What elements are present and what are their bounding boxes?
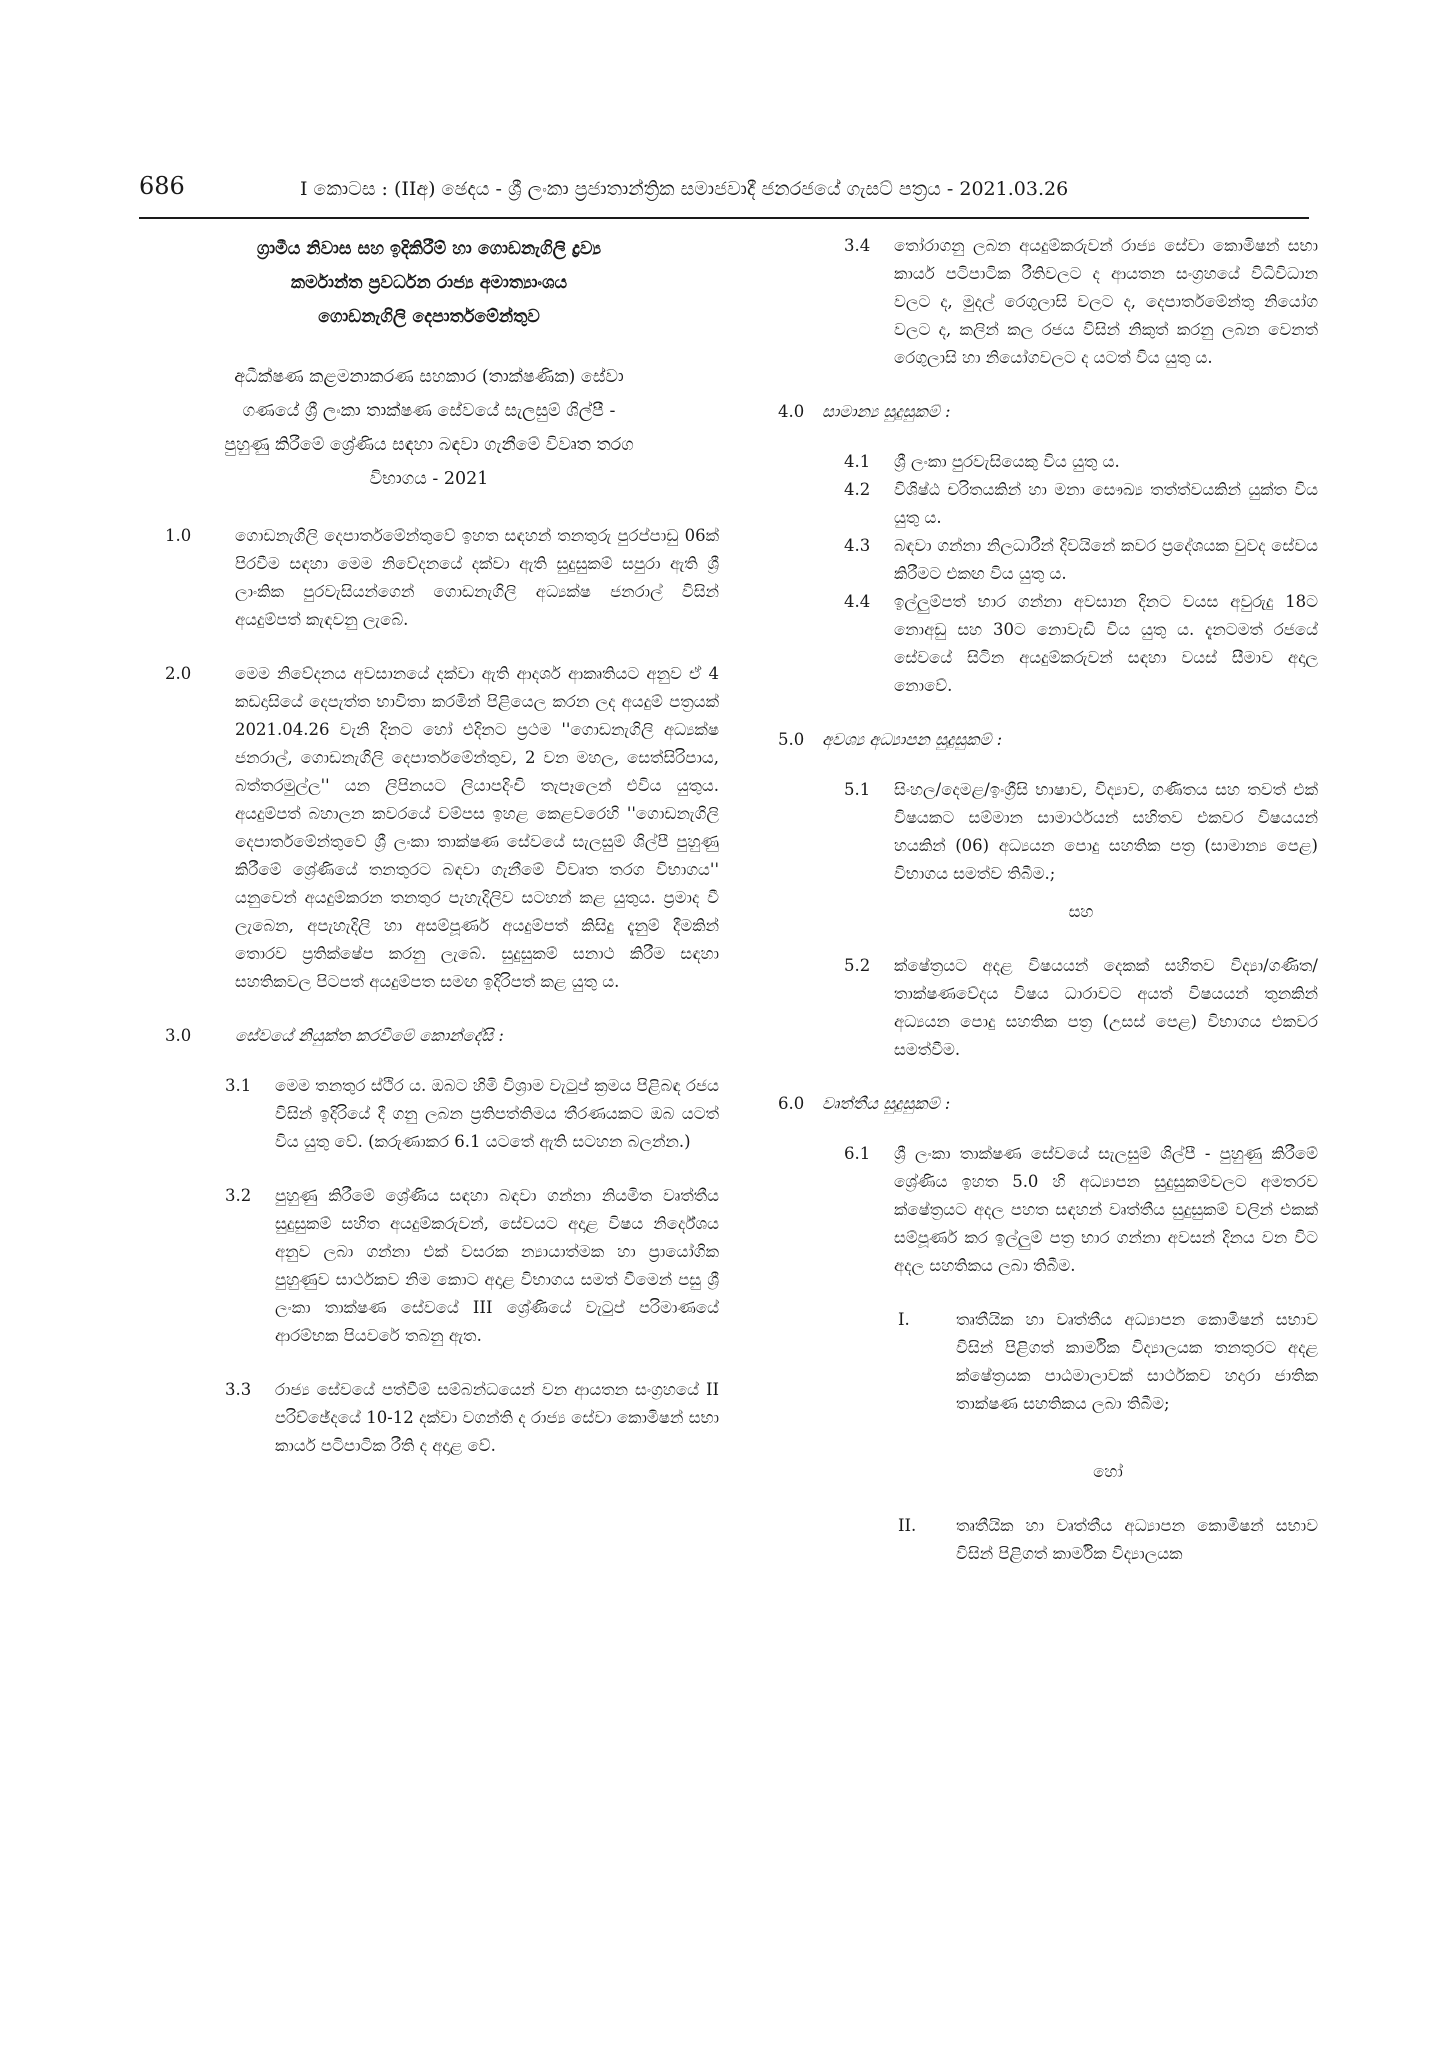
subsection-text: රාජ්‍ය සේවයේ පත්වීම් සම්බන්ධයෙන් වන ආයතන සංග්‍රහයේ II පරිච්ඡේදයේ 10-12 දක්වා වගන්ති ද රාජ්‍ය සේවා කොමිෂන් සභා කාර්ය පටිපාටික රීති ද අදාළ වේ. <box>275 1380 719 1455</box>
roman-text: තෘතීයික හා වෘත්තීය අධ්‍යාපන කොමිෂන් සභාව විසින් පිළිගත් කාර්මික විද්‍යාලයක <box>956 1516 1318 1563</box>
roman-item-1 <box>898 1306 1318 1418</box>
subsection-number: 4.2 <box>844 480 871 499</box>
right-column <box>778 232 1318 1594</box>
ministry-line-2: කර්මාන්ත ප්‍රවර්ධන රාජ්‍ය අමාත්‍යාංශය <box>290 273 568 293</box>
section-5-2 <box>844 952 1318 1064</box>
subsection-number: 3.4 <box>844 236 871 255</box>
exam-title-line-3: පුහුණු කිරීමේ ශ්‍රේණිය සඳහා බඳවා ගැනීමේ විවෘත තරග <box>224 435 634 455</box>
connector-and: සහ <box>1068 902 1094 921</box>
subsection-number: 4.4 <box>844 592 871 611</box>
section-heading: වෘත්තීය සුදුසුකම් : <box>822 1094 951 1113</box>
left-column <box>139 232 719 1486</box>
subsection-number: 3.2 <box>225 1186 252 1205</box>
section-heading: සාමාන්‍ය සුදුසුකම් : <box>822 402 951 421</box>
section-heading: අවශ්‍ය අධ්‍යාපන සුදුසුකම් : <box>822 730 1003 749</box>
subsection-number: 4.1 <box>844 452 871 471</box>
section-3-3 <box>225 1376 719 1460</box>
section-3-1 <box>225 1072 719 1156</box>
section-3-heading <box>139 1022 719 1050</box>
subsection-text: ශ්‍රී ලංකා පුරවැසියෙකු විය යුතු ය. <box>894 452 1120 471</box>
subsection-text: ක්ෂේත්‍රයට අදළ විෂයයන් දෙකක් සහිතව විද්‍යා/ගණිත/තාක්ෂණවේදය විෂය ධාරාවට අයත් විෂයයන් තුනකින් අධ්‍යයන පොදු සහතික පත්‍ර (උසස් පෙළ) විභාගය එකවර සමත්වීම. <box>894 956 1318 1059</box>
subsection-text: ඉල්ලුම්පත් භාර ගන්නා අවසාන දිනට වයස අවුරුදු 18ට නොඅඩු සහ 30ට නොවැඩි විය යුතු ය. දැනටමත් රජයේ සේවයේ සිටින අයදුම්කරුවන් සඳහා වයස් සීමාව අදාල නොවේ. <box>894 592 1318 695</box>
subsection-text: තෝරාගනු ලබන අයදුම්කරුවන් රාජ්‍ය සේවා කොමිෂන් සභා කාර්ය පටිපාටික රීතිවලට ද ආයතන සංග්‍රහයේ විධිවිධාන වලට ද, මුදල් රෙගුලාසි වලට ද, දෙපාර්තමේන්තු නියෝග වලට ද, කලින් කල රජය විසින් නිකුත් කරනු ලබන වෙනත් රෙගුලාසි හා නියෝගවලට ද යටත් විය යුතු ය. <box>894 236 1318 367</box>
section-number: 4.0 <box>778 402 805 421</box>
subsection-text: සිංහල/දෙමළ/ඉංග්‍රීසි භාෂාව, විද්‍යාව, ගණිතය සහ තවත් එක් විෂයකට සම්මාන සාමාර්ථයන් සහිතව එකවර විෂයයන් හයකින් (06) අධ්‍යයන පොදු සහතික පත්‍ර (සාමාන්‍ය පෙළ) විභාගය සමත්ව තිබීම.; <box>894 780 1318 883</box>
section-number: 5.0 <box>778 730 805 749</box>
section-text: මෙම නිවේදනය අවසානයේ දක්වා ඇති ආදර්ශ ආකෘතියට අනුව ඒ 4 කඩදාසියේ දෙපැත්ත භාවිතා කරමින් පිළියෙල කරන ලද අයදුම් පත්‍රයක් 2021.04.26 වැනි දිනට හෝ එදිනට ප්‍රථම ''ගොඩනැගිලි අධ්‍යක්ෂ ජනරාල්, ගොඩනැගිලි දෙපාර්තමේන්තුව, 2 වන මහල, සෙත්සිරිපාය, බත්තරමුල්ල'' යන ලිපිනයට ලියාපදිංචි තැපෑලෙන් එවිය යුතුය. අයදුම්පත් බහාලන කවරයේ වම්පස ඉහළ කෙළවරෙහි ''ගොඩනැගිලි දෙපාර්තමේන්තුවේ ශ්‍රී ලංකා තාක්ෂණ සේවයේ සැලසුම් ශිල්පී පුහුණු කිරීමේ ශ්‍රේණියේ තනතුරට බඳවා ගැනීමේ විවෘත තරග විභාගය'' යනුවෙන් අයදුම්කරන තනතුර පැහැදිලිව සටහන් කළ යුතුය. ප්‍රමාද වී ලැබෙන, අපැහැදිලි හා අසම්පූර්ණ අයදුම්පත් කිසිදු දැනුම් දීමකින් තොරව ප්‍රතික්ෂේප කරනු ලැබේ. සුදුසුකම් සනාථ කිරීම සඳහා සහතිකවල පිටපත් අයදුම්පත සමඟ ඉදිරිපත් කළ යුතු ය. <box>235 664 719 991</box>
exam-title-line-1: අධීක්ෂණ කළමනාකරණ සහකාර (තාක්ෂණික) සේවා <box>234 367 624 387</box>
department-name: ගොඩනැගිලි දෙපාර්තමේන්තුව <box>318 307 540 327</box>
section-6-heading <box>778 1090 1318 1118</box>
page-number: 686 <box>139 172 185 200</box>
section-5-1 <box>844 776 1318 888</box>
section-2 <box>139 660 719 996</box>
section-number: 3.0 <box>165 1026 192 1045</box>
roman-item-2 <box>898 1512 1318 1568</box>
subsection-number: 5.1 <box>844 780 871 799</box>
section-4-heading <box>778 398 1318 426</box>
roman-text: තෘතීයික හා වෘත්තීය අධ්‍යාපන කොමිෂන් සභාව විසින් පිළිගත් කාර්මික විද්‍යාලයක තනතුරට අදළ ක්ෂේත්‍රයක පාඨමාලාවක් සාර්ථකව හදාරා ජාතික තාක්ෂණ සහතිකය ලබා තිබීම; <box>956 1310 1318 1413</box>
section-6-1 <box>844 1140 1318 1280</box>
section-4-1 <box>844 448 1318 476</box>
subsection-text: පුහුණු කිරීමේ ශ්‍රේණිය සඳහා බඳවා ගන්නා නියමිත වෘත්තීය සුදුසුකම් සහිත අයදුම්කරුවන්, සේවයට අදාළ විෂය නිර්දේශය අනුව ලබා ගන්නා එක් වසරක න්‍යායාත්මක හා ප්‍රායෝගික පුහුණුව සාර්ථකව නිම කොට අදාළ විභාගය සමත් වීමෙන් පසු ශ්‍රී ලංකා තාක්ෂණ සේවයේ III ශ්‍රේණියේ වැටුප් පරිමාණයේ ආරම්භක පියවරේ තබනු ඇත. <box>275 1186 719 1345</box>
exam-title <box>139 360 719 496</box>
subsection-number: 5.2 <box>844 956 871 975</box>
connector-or: හෝ <box>1093 1462 1123 1481</box>
section-4-2 <box>844 476 1318 532</box>
exam-title-line-2: ගණයේ ශ්‍රී ලංකා තාක්ෂණ සේවයේ සැලසුම් ශිල්පී - <box>242 401 616 421</box>
section-5-heading <box>778 726 1318 754</box>
section-3-4 <box>844 232 1318 372</box>
roman-number: I. <box>898 1310 910 1329</box>
subsection-text: මෙම තනතුර ස්ථිර ය. ඔබට හිමි විශ්‍රාම වැටුප් ක්‍රමය පිළිබඳ රජය විසින් ඉදිරියේ දී ගනු ලබන ප්‍රතිපත්තිමය තීරණයකට ඔබ යටත් විය යුතු වේ. (කරුණාකර 6.1 යටතේ ඇති සටහන බලන්න.) <box>275 1076 719 1151</box>
subsection-number: 4.3 <box>844 536 871 555</box>
section-heading: සේවයේ නියුක්ත කරවීමේ කොන්දේසි : <box>235 1026 504 1045</box>
running-header: I කොටස : (IIඅ) ඡෙදය - ශ්‍රී ලංකා ප්‍රජාතාන්ත්‍රික සමාජවාදී ජනරජයේ ගැසට් පත්‍රය - 2021.03.26 <box>300 178 1069 200</box>
section-1 <box>139 522 719 634</box>
section-4-3 <box>844 532 1318 588</box>
subsection-text: ශ්‍රී ලංකා තාක්ෂණ සේවයේ සැලසුම් ශිල්පී - පුහුණු කිරීමේ ශ්‍රේණිය ඉහත 5.0 හි අධ්‍යාපන සුදුසුකම්වලට අමතරව ක්ෂේත්‍රයට අදල පහත සඳහන් වෘත්තීය සුදුසුකම් වලින් එකක් සම්පූර්ණ කර ඉල්ලුම් පත්‍ර භාර ගන්නා අවසන් දිනය වන විට අදල සහතිකය ලබා තිබීම. <box>894 1144 1318 1275</box>
subsection-text: බඳවා ගන්නා නිලධාරීන් දිවයිනේ කවර ප්‍රදේශයක වුවද සේවය කිරීමට එකඟ විය යුතු ය. <box>894 536 1318 583</box>
exam-title-line-4: විභාගය - 2021 <box>369 469 489 489</box>
subsection-text: විශිෂ්ඨ චරිතයකින් හා මනා සෞඛ්‍ය තත්ත්වයකින් යුක්ත විය යුතු ය. <box>894 480 1318 527</box>
section-number: 2.0 <box>165 664 192 683</box>
ministry-line-1: ග්‍රාමීය නිවාස සහ ඉදිකිරීම් හා ගොඩනැගිලි ද්‍රව්‍ය <box>256 239 602 259</box>
subsection-number: 3.1 <box>225 1076 252 1095</box>
section-number: 6.0 <box>778 1094 805 1113</box>
subsection-number: 6.1 <box>844 1144 871 1163</box>
section-number: 1.0 <box>165 526 192 545</box>
section-text: ගොඩනැගිලි දෙපාර්තමේන්තුවේ ඉහත සඳහන් තනතුරු පුරප්පාඩු 06ක් පිරවීම සඳහා මෙම නිවේදනයේ දක්වා ඇති සුදුසුකම් සපුරා ඇති ශ්‍රී ලාංකික පුරවැසියන්ගෙන් ගොඩනැගිලි අධ්‍යක්ෂ ජනරාල් විසින් අයදුම්පත් කැඳවනු ලැබේ. <box>235 526 719 629</box>
section-3-2 <box>225 1182 719 1350</box>
header-rule <box>139 217 1309 219</box>
subsection-number: 3.3 <box>225 1380 252 1399</box>
section-4-4 <box>844 588 1318 700</box>
roman-number: II. <box>898 1516 917 1535</box>
ministry-block <box>139 232 719 334</box>
